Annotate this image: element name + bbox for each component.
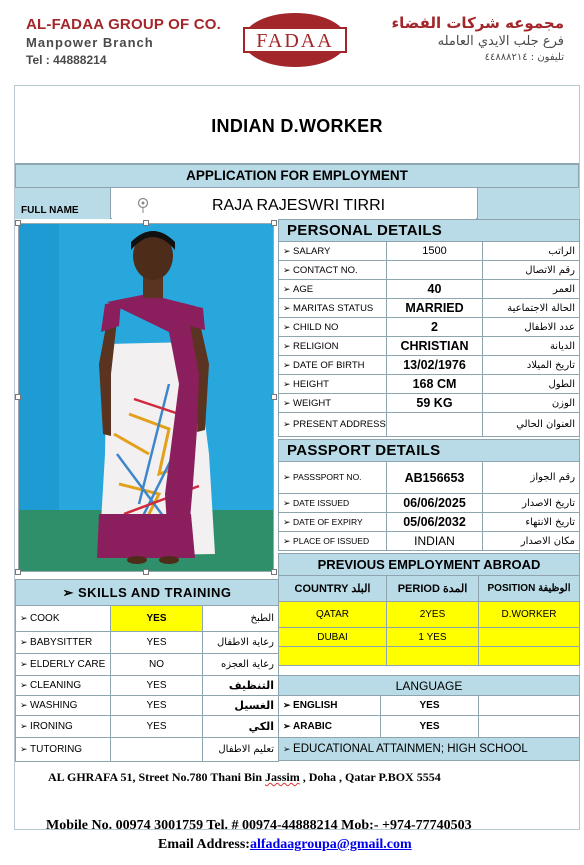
education-row: ➢ EDUCATIONAL ATTAINMEN; HIGH SCHOOL <box>279 738 580 761</box>
branch-name-en: Manpower Branch <box>26 35 154 50</box>
company-name-en: AL-FADAA GROUP OF CO. <box>26 16 222 33</box>
employment-row <box>279 647 580 666</box>
age-label: ➢ AGE <box>279 280 387 299</box>
previous-employment-header: PREVIOUS EMPLOYMENT ABROAD <box>279 554 580 576</box>
company-tel-ar: تليفون : ٤٤٨٨٨٢١٤ <box>484 52 564 63</box>
cook-label: ➢ COOK <box>16 606 111 632</box>
language-table <box>278 675 580 761</box>
tutoring-label-ar: تعليم الاطفال <box>203 738 279 762</box>
dob-label-ar: تاريخ الميلاد <box>483 356 580 375</box>
personal-row-height <box>279 375 580 394</box>
col-period-header: PERIOD المدة <box>387 576 479 602</box>
address-label-ar: العنوان الحالي <box>483 413 580 437</box>
applicant-photo[interactable] <box>18 223 274 572</box>
skill-row-ironing <box>16 716 279 738</box>
contact-value[interactable] <box>387 261 483 280</box>
resize-handle-tr[interactable] <box>271 220 277 226</box>
email-label: Email Address: <box>158 837 250 852</box>
religion-label: ➢ RELIGION <box>279 337 387 356</box>
cleaning-label: ➢ CLEANING <box>16 676 111 696</box>
contact-label: ➢ CONTACT NO. <box>279 261 387 280</box>
marital-status-value[interactable]: MARRIED <box>387 299 483 318</box>
personal-row-age <box>279 280 580 299</box>
weight-label-ar: الوزن <box>483 394 580 413</box>
col-country-header: COUNTRY البلد <box>279 576 387 602</box>
skill-row-babysitter <box>16 632 279 654</box>
resize-handle-mr[interactable] <box>271 394 277 400</box>
address-value[interactable] <box>387 413 483 437</box>
skills-header <box>16 580 279 606</box>
cook-value[interactable]: YES <box>111 606 203 632</box>
arabic-extra-cell <box>479 716 580 738</box>
dob-label: ➢ DATE OF BIRTH <box>279 356 387 375</box>
full-name-row <box>15 188 579 219</box>
personal-details-header: PERSONAL DETAILS <box>279 220 580 242</box>
arabic-value[interactable]: YES <box>381 716 479 738</box>
arabic-label: ➢ ARABIC <box>279 716 381 738</box>
resize-handle-br[interactable] <box>271 569 277 575</box>
employment-position[interactable]: D.WORKER <box>479 602 580 628</box>
personal-row-marital <box>279 299 580 318</box>
footer-address <box>48 770 441 785</box>
email-link[interactable]: alfadaagroupa@gmail.com <box>249 837 412 852</box>
logo-text: FADAA <box>256 30 334 52</box>
date-issued-label: ➢ DATE ISSUED <box>279 494 387 513</box>
passport-no-label: ➢ PASSSPORT NO. <box>279 462 387 494</box>
branch-name-ar: فرع جلب الايدي العامله <box>437 34 564 49</box>
cleaning-label-ar: التنظيف <box>203 676 279 696</box>
skill-row-elderly <box>16 654 279 676</box>
employment-country[interactable]: QATAR <box>279 602 387 628</box>
passport-no-label-ar: رقم الجواز <box>483 462 580 494</box>
place-issued-label: ➢ PLACE OF ISSUED <box>279 532 387 551</box>
personal-row-contact <box>279 261 580 280</box>
full-name-value-cell[interactable] <box>112 188 476 219</box>
personal-row-salary <box>279 242 580 261</box>
employment-position[interactable] <box>479 628 580 647</box>
passport-row-place <box>279 532 580 551</box>
passport-row-issued <box>279 494 580 513</box>
dob-value[interactable]: 13/02/1976 <box>387 356 483 375</box>
personal-row-children <box>279 318 580 337</box>
address-street-name: Jassim <box>265 770 300 784</box>
washing-value[interactable]: YES <box>111 696 203 716</box>
personal-row-dob <box>279 356 580 375</box>
english-extra-cell <box>479 696 580 716</box>
skill-row-cleaning <box>16 676 279 696</box>
ironing-label: ➢ IRONING <box>16 716 111 738</box>
tutoring-label: ➢ TUTORING <box>16 738 111 762</box>
language-row-english <box>279 696 580 716</box>
marital-status-label: ➢ MARITAS STATUS <box>279 299 387 318</box>
chevron-right-icon: ➢ <box>62 584 79 600</box>
address-part-1: AL GHRAFA 51, Street No.780 Thani Bin <box>48 770 266 784</box>
previous-employment-table <box>278 553 580 666</box>
footer-email <box>158 837 412 853</box>
resize-handle-bc[interactable] <box>143 569 149 575</box>
passport-no-value[interactable]: AB156653 <box>387 462 483 494</box>
washing-label-ar: الغسيل <box>203 696 279 716</box>
english-value[interactable]: YES <box>381 696 479 716</box>
personal-row-address <box>279 413 580 437</box>
place-issued-value[interactable]: INDIAN <box>387 532 483 551</box>
contact-label-ar: رقم الاتصال <box>483 261 580 280</box>
skill-row-cook <box>16 606 279 632</box>
passport-row-expiry <box>279 513 580 532</box>
elderly-care-label: ➢ ELDERLY CARE <box>16 654 111 676</box>
babysitter-label: ➢ BABYSITTER <box>16 632 111 654</box>
passport-row-number <box>279 462 580 494</box>
full-name-label: FULL NAME <box>21 205 79 216</box>
letterhead-arabic <box>391 14 564 63</box>
employment-country[interactable]: DUBAI <box>279 628 387 647</box>
rotate-handle-icon[interactable] <box>137 197 149 213</box>
salary-label-ar: الراتب <box>483 242 580 261</box>
company-tel-en: Tel : 44888214 <box>26 53 107 67</box>
skills-header-text: SKILLS AND TRAINING <box>78 584 232 600</box>
personal-row-weight <box>279 394 580 413</box>
salary-value[interactable]: 1500 <box>387 242 483 261</box>
employment-position[interactable] <box>479 647 580 666</box>
age-value[interactable]: 40 <box>387 280 483 299</box>
application-form <box>14 85 580 830</box>
english-label: ➢ ENGLISH <box>279 696 381 716</box>
employment-row <box>279 628 580 647</box>
employment-country[interactable] <box>279 647 387 666</box>
col-position-header: POSITION الوظيفة <box>479 576 580 602</box>
height-label: ➢ HEIGHT <box>279 375 387 394</box>
babysitter-value[interactable]: YES <box>111 632 203 654</box>
employment-period[interactable]: 1 YES <box>387 628 479 647</box>
fadaa-logo <box>238 10 352 70</box>
weight-label: ➢ WEIGHT <box>279 394 387 413</box>
elderly-care-value[interactable]: NO <box>111 654 203 676</box>
passport-details-table <box>278 439 580 551</box>
application-header: APPLICATION FOR EMPLOYMENT <box>15 164 579 188</box>
footer-phone-numbers: Mobile No. 00974 3001759 Tel. # 00974-44888214 Mob:- +974-77740503 <box>46 818 472 833</box>
title-box <box>15 86 579 164</box>
ironing-value[interactable]: YES <box>111 716 203 738</box>
date-expiry-label-ar: تاريخ الانتهاء <box>483 513 580 532</box>
skills-table <box>15 579 279 762</box>
personal-details-table <box>278 219 580 437</box>
employment-period[interactable] <box>387 647 479 666</box>
language-row-arabic <box>279 716 580 738</box>
resize-handle-bl[interactable] <box>15 569 21 575</box>
language-header: LANGUAGE <box>279 676 580 696</box>
place-issued-label-ar: مكان الاصدار <box>483 532 580 551</box>
skill-row-tutoring <box>16 738 279 762</box>
elderly-care-label-ar: رعاية العجزه <box>203 654 279 676</box>
full-name-right-cell <box>477 188 579 219</box>
weight-value[interactable]: 59 KG <box>387 394 483 413</box>
date-issued-label-ar: تاريخ الاصدار <box>483 494 580 513</box>
date-expiry-value[interactable]: 05/06/2032 <box>387 513 483 532</box>
full-name-value: RAJA RAJESWRI TIRRI <box>212 197 386 214</box>
height-value[interactable]: 168 CM <box>387 375 483 394</box>
resize-handle-tl[interactable] <box>15 220 21 226</box>
age-label-ar: العمر <box>483 280 580 299</box>
address-label: ➢ PRESENT ADDRESS <box>279 413 387 437</box>
marital-status-label-ar: الحالة الاجتماعية <box>483 299 580 318</box>
employment-row <box>279 602 580 628</box>
company-name-ar: مجموعه شركات الفضاء <box>391 14 564 32</box>
cook-label-ar: الطبخ <box>203 606 279 632</box>
date-issued-value[interactable]: 06/06/2025 <box>387 494 483 513</box>
height-label-ar: الطول <box>483 375 580 394</box>
children-value[interactable]: 2 <box>387 318 483 337</box>
children-label: ➢ CHILD NO <box>279 318 387 337</box>
ironing-label-ar: الكي <box>203 716 279 738</box>
address-part-2: , Doha , Qatar P.BOX 5554 <box>299 770 441 784</box>
religion-value[interactable]: CHRISTIAN <box>387 337 483 356</box>
employment-period[interactable]: 2YES <box>387 602 479 628</box>
resize-handle-ml[interactable] <box>15 394 21 400</box>
religion-label-ar: الديانة <box>483 337 580 356</box>
tutoring-value[interactable] <box>111 738 203 762</box>
cleaning-value[interactable]: YES <box>111 676 203 696</box>
resize-handle-tc[interactable] <box>143 220 149 226</box>
skill-row-washing <box>16 696 279 716</box>
personal-row-religion <box>279 337 580 356</box>
passport-details-header: PASSPORT DETAILS <box>279 440 580 462</box>
date-expiry-label: ➢ DATE OF EXPIRY <box>279 513 387 532</box>
form-title: INDIAN D.WORKER <box>211 116 383 136</box>
children-label-ar: عدد الاطفال <box>483 318 580 337</box>
babysitter-label-ar: رعاية الاطفال <box>203 632 279 654</box>
salary-label: ➢ SALARY <box>279 242 387 261</box>
applicant-photo-image <box>19 224 274 572</box>
washing-label: ➢ WASHING <box>16 696 111 716</box>
letterhead-english <box>26 16 221 67</box>
